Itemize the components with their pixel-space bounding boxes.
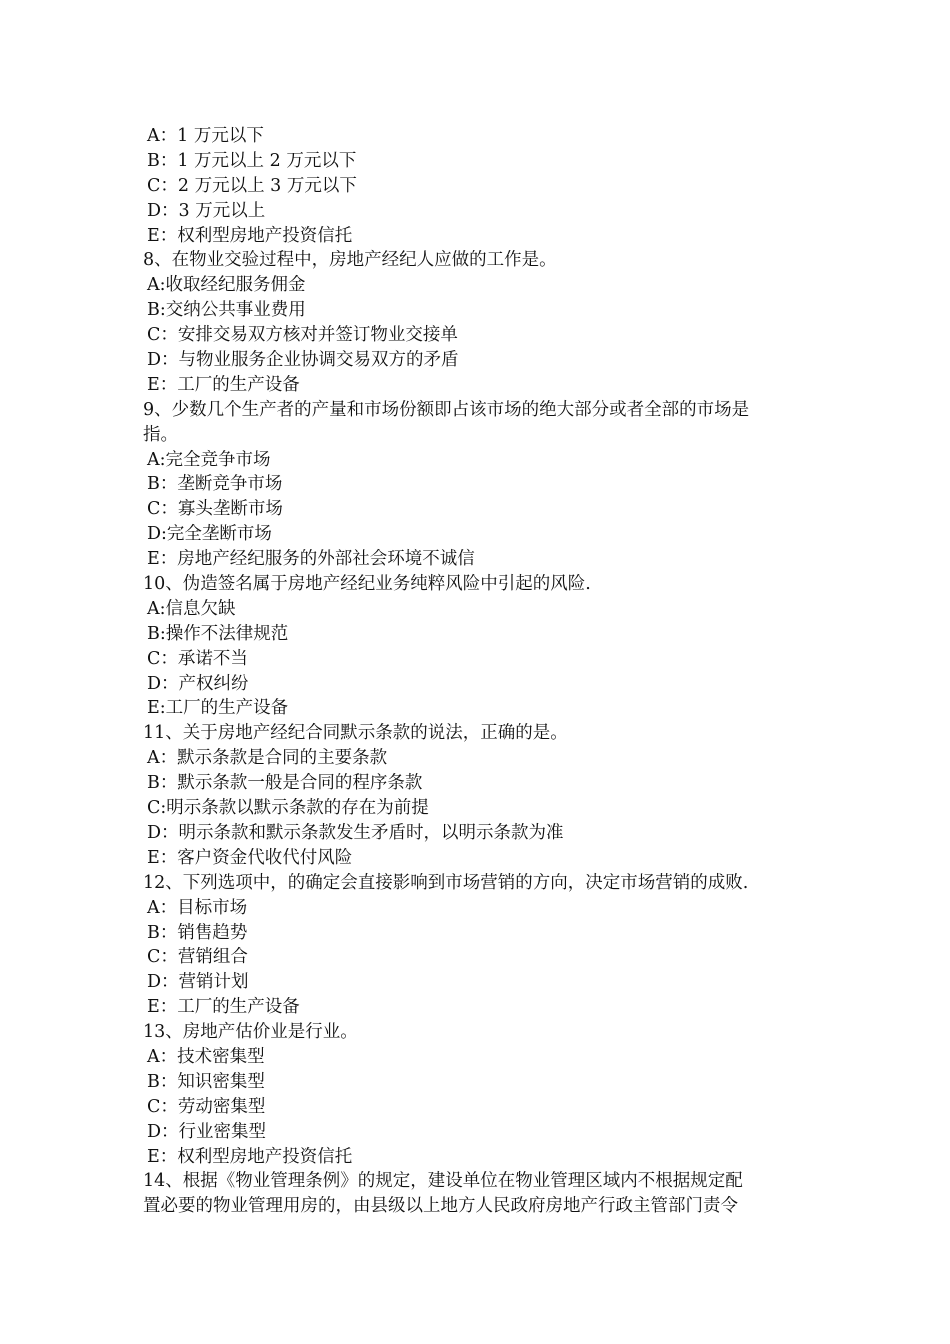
question-text-line: 9、少数几个生产者的产量和市场份额即占该市场的绝大部分或者全部的市场是 (143, 399, 750, 420)
answer-option-line: C：2 万元以上 3 万元以下 (147, 175, 357, 196)
answer-option-line: C：承诺不当 (147, 648, 248, 669)
question-text-line: 10、伪造签名属于房地产经纪业务纯粹风险中引起的风险. (143, 574, 591, 595)
answer-option-line: A：目标市场 (147, 897, 248, 918)
question-text-line: 指。 (143, 424, 178, 445)
answer-option-line: C：寡头垄断市场 (147, 499, 283, 520)
answer-option-line: A:完全竞争市场 (147, 449, 271, 470)
question-text-line: 11、关于房地产经纪合同默示条款的说法，正确的是。 (143, 723, 568, 744)
answer-option-line: C:明示条款以默示条款的存在为前提 (147, 798, 429, 819)
answer-option-line: E：工厂的生产设备 (147, 374, 300, 395)
answer-option-line: E：房地产经纪服务的外部社会环境不诚信 (147, 549, 475, 570)
answer-option-line: B：知识密集型 (147, 1071, 265, 1092)
answer-option-line: E：权利型房地产投资信托 (147, 225, 353, 246)
question-text-line: 14、根据《物业管理条例》的规定，建设单位在物业管理区域内不根据规定配 (143, 1171, 743, 1192)
question-text-line: 12、下列选项中，的确定会直接影响到市场营销的方向，决定市场营销的成败. (143, 872, 749, 893)
answer-option-line: D:完全垄断市场 (147, 524, 272, 545)
answer-option-line: E：权利型房地产投资信托 (147, 1146, 353, 1167)
question-text-line: 8、在物业交验过程中，房地产经纪人应做的工作是。 (143, 250, 557, 271)
answer-option-line: E：工厂的生产设备 (147, 997, 300, 1018)
answer-option-line: C：营销组合 (147, 947, 248, 968)
answer-option-line: D：明示条款和默示条款发生矛盾时，以明示条款为准 (147, 822, 564, 843)
answer-option-line: C：劳动密集型 (147, 1096, 266, 1117)
answer-option-line: B：销售趋势 (147, 922, 248, 943)
answer-option-line: B：默示条款一般是合同的程序条款 (147, 773, 423, 794)
answer-option-line: A:信息欠缺 (147, 598, 236, 619)
answer-option-line: E:工厂的生产设备 (147, 698, 289, 719)
answer-option-line: B:操作不法律规范 (147, 623, 289, 644)
answer-option-line: D：产权纠纷 (147, 673, 249, 694)
answer-option-line: D：与物业服务企业协调交易双方的矛盾 (147, 350, 459, 371)
answer-option-line: B：1 万元以上 2 万元以下 (147, 150, 357, 171)
answer-option-line: A：1 万元以下 (147, 126, 264, 146)
answer-option-line: E：客户资金代收代付风险 (147, 847, 353, 868)
answer-option-line: D：营销计划 (147, 972, 249, 993)
answer-option-line: A:收取经纪服务佣金 (147, 275, 306, 296)
answer-option-line: C：安排交易双方核对并签订物业交接单 (147, 325, 458, 346)
question-text-line: 置必要的物业管理用房的，由县级以上地方人民政府房地产行政主管部门责令 (143, 1196, 738, 1217)
answer-option-line: B：垄断竞争市场 (147, 474, 283, 495)
document-body (143, 124, 808, 1219)
answer-option-line: B:交纳公共事业费用 (147, 300, 306, 321)
answer-option-line: A：默示条款是合同的主要条款 (147, 748, 388, 769)
question-text-line: 13、房地产估价业是行业。 (143, 1022, 358, 1043)
answer-option-line: A：技术密集型 (147, 1046, 265, 1067)
answer-option-line: D：行业密集型 (147, 1121, 267, 1142)
answer-option-line: D：3 万元以上 (147, 200, 266, 221)
